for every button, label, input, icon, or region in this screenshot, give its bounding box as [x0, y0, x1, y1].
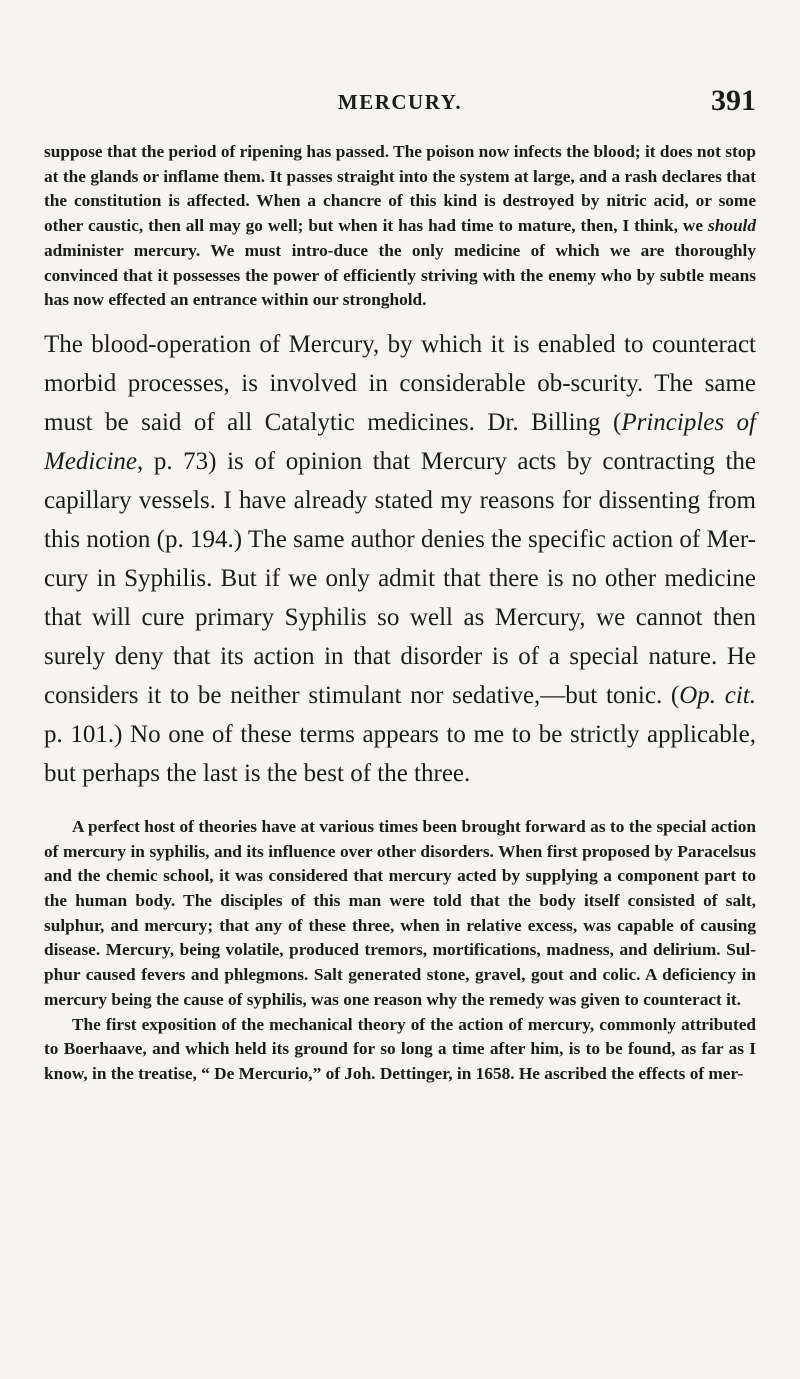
- page: [44, 82, 756, 1087]
- paragraph-3: [44, 815, 756, 1013]
- text-span: administer mercury. We must intro-duce the only medicine of which we are thoroughly convinced that it possesses the power of efficiently striving with the enemy who by subtle means has now effected an entrance within our stronghold.: [44, 240, 756, 310]
- running-title: MERCURY.: [337, 90, 463, 114]
- text-span: The blood-operation of Mercury, by which it is enabled to counteract morbid processes, is involved in considerable ob-scurity. The same must be said of all Catalytic medicines. Dr. Billing (: [44, 330, 756, 436]
- citation-op-cit: Op. cit.: [679, 681, 757, 709]
- text-span: A perfect host of theories have at various times been brought forward as to the special action of mercury in syphilis, and its influence over other disorders. When first proposed by Paracelsus and the chemic school, it was considered that mercury acted by supplying a component part to the human body. The disciples of this man were told that the body itself consisted of salt, sulphur, and mercury; that any of these three, when in relative excess, was capable of causing disease. Mercury, being volatile, produced tremors, mortifications, madness, and delirium. Sul-phur caused fevers and phlegmons. Salt generated stone, gravel, gout and colic. A deficiency in mercury being the cause of syphilis, was one reason why the remedy was given to counteract it.: [44, 816, 756, 1009]
- text-span: p. 101.) No one of these terms appears to me to be strictly applicable, but perhaps the last is the best of the three.: [44, 720, 756, 787]
- page-number: 391: [711, 84, 756, 117]
- page-header: [44, 82, 756, 122]
- paragraph-4: [44, 1013, 756, 1087]
- text-span: suppose that the period of ripening has passed. The poison now infects the blood; it does not stop at the glands or inflame them. It passes straight into the system at large, and a rash declares that the constitution is affected. When a chancre of this kind is destroyed by nitric acid, or some other caustic, then all may go well; but when it has had time to mature, then, I think, we: [44, 142, 756, 236]
- emphasis-should: should: [707, 216, 756, 236]
- citation-title: Principles of Medicine: [44, 408, 756, 475]
- paragraph-1: [44, 140, 756, 313]
- paragraph-2: [44, 325, 756, 793]
- text-span: , p. 73) is of opinion that Mercury acts by contracting the capillary vessels. I have already stated my reasons for dissenting from this notion (p. 194.) The same author denies the specific action of Mer-cury in Syphilis. But if we only admit that there is no other medicine that will cure primary Syphilis so well as Mercury, we cannot then surely deny that its action in that disorder is of a special nature. He considers it to be neither stimulant nor sedative,—but tonic. (: [44, 447, 756, 709]
- text-span: The first exposition of the mechanical theory of the action of mercury, commonly attributed to Boerhaave, and which held its ground for so long a time after him, is to be found, as far as I know, in the treatise, “ De Mercurio,” of Joh. Dettinger, in 1658. He ascribed the effects of mer-: [44, 1014, 756, 1083]
